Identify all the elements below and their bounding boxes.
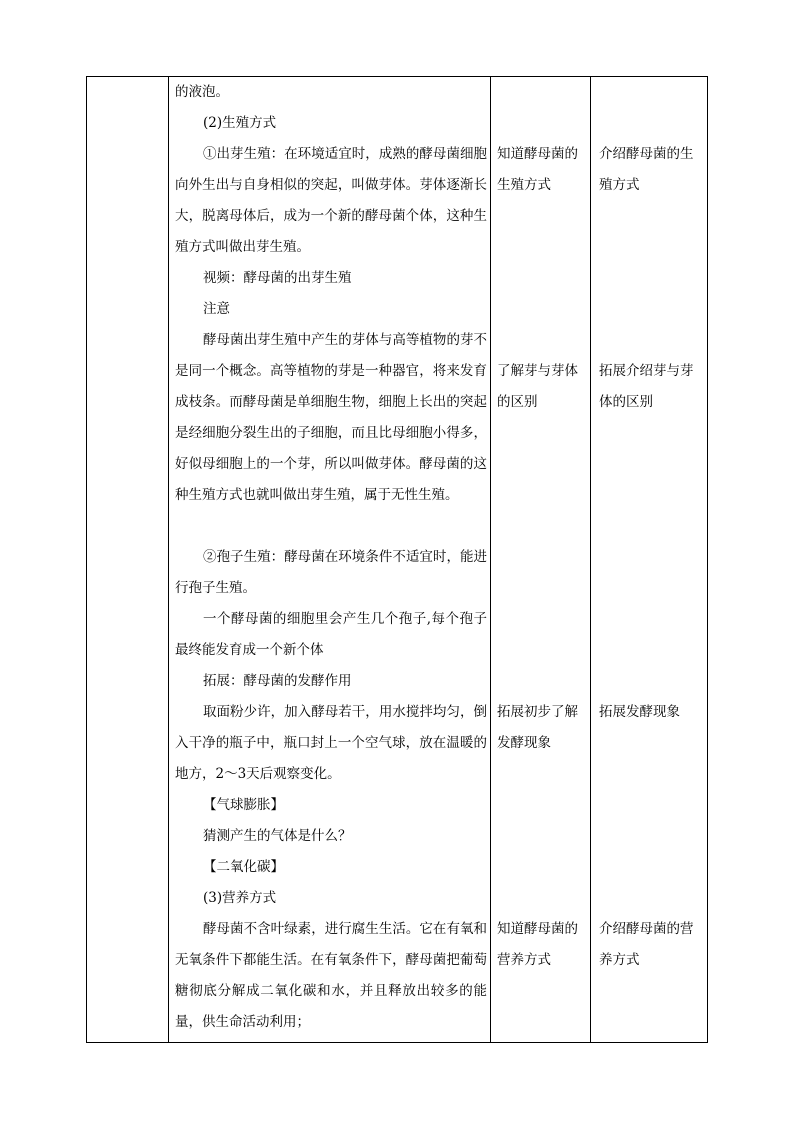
column-divider [590,77,591,1042]
paragraph: 【气球膨胀】 [203,797,284,813]
paragraph: ①出芽生殖：在环境适宜时，成熟的酵母菌细胞向外生出与自身相似的突起，叫做芽体。芽体逐渐长大，脱离母体后，成为一个新的酵母菌个体，这种生殖方式叫做出芽生殖。 [175,146,487,255]
paragraph: 【二氧化碳】 [203,859,284,875]
paragraph: ②孢子生殖：酵母菌在环境条件不适宜时，能进行孢子生殖。 [175,549,487,596]
paragraph: 注意 [203,301,230,317]
section-heading: (2)生殖方式 [203,115,277,131]
intent-cell: 拓展发酵现象 [599,704,680,720]
goal-cell: 了解芽与芽体的区别 [497,363,578,410]
lesson-table [86,76,708,1043]
paragraph: 酵母菌出芽生殖中产生的芽体与高等植物的芽不是同一个概念。高等植物的芽是一种器官，将来发育成枝条。而酵母菌是单细胞生物，细胞上长出的突起是经细胞分裂生出的子细胞，而且比母细胞小得多，好似母细胞上的一个芽，所以叫做芽体。酵母菌的这种生殖方式也就叫做出芽生殖，属于无性生殖。 [175,332,487,503]
paragraph: 视频：酵母菌的出芽生殖 [203,270,352,286]
paragraph: 拓展：酵母菌的发酵作用 [203,673,352,689]
column-divider [168,77,169,1042]
paragraph: 猜测产生的气体是什么？ [203,828,352,844]
section-heading: (3)营养方式 [203,890,277,906]
paragraph: 酵母菌不含叶绿素，进行腐生生活。它在有氧和无氧条件下都能生活。在有氧条件下，酵母菌把葡萄糖彻底分解成二氧化碳和水，并且释放出较多的能量，供生命活动利用； [175,921,487,1030]
intent-cell: 拓展介绍芽与芽体的区别 [599,363,694,410]
intent-cell: 介绍酵母菌的生殖方式 [599,146,694,193]
goal-cell: 知道酵母菌的营养方式 [497,921,578,968]
paragraph: 一个酵母菌的细胞里会产生几个孢子,每个孢子最终能发育成一个新个体 [175,611,487,658]
column-divider [490,77,491,1042]
intent-cell: 介绍酵母菌的营养方式 [599,921,694,968]
goal-cell: 知道酵母菌的生殖方式 [497,146,578,193]
paragraph: 的液泡。 [175,84,229,100]
goal-cell: 拓展初步了解发酵现象 [497,704,578,751]
paragraph: 取面粉少许，加入酵母若干，用水搅拌均匀，倒入干净的瓶子中，瓶口封上一个空气球，放在温暖的地方，2～3天后观察变化。 [175,704,487,782]
